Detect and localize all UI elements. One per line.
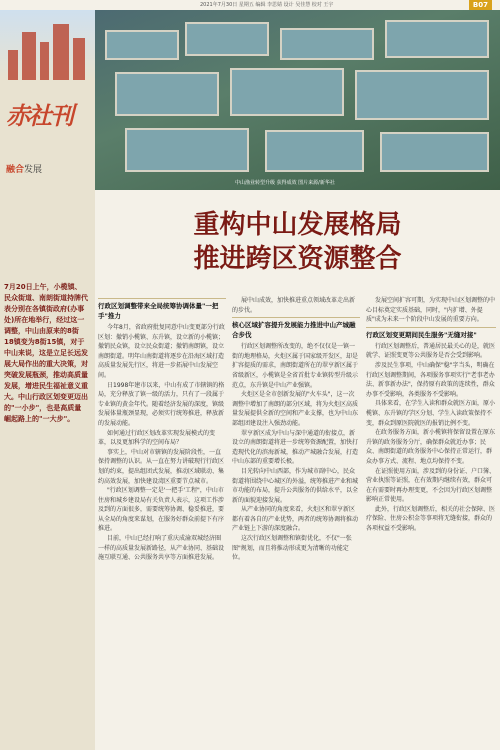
masthead-date-line: 2021年7月30日 星期五 编辑 李思婧 设计 吴佳慧 校对 王宇 [200, 2, 334, 8]
article-paragraph: 今年8月，省政府批复同意中山变更部分行政区划：撤销小榄镇、东升镇，设立新的小榄镇；撤销民众镇，设立民众街道；撤销南朗镇，设立南朗街道。明年山南街道将逐步在沿海区域打造高质量发展先行区，将进一步拓展中山发展空间。 [98, 324, 225, 379]
article-paragraph: 发展空间扩容可期，为实现中山区划调整的中心目标奠定实质基础，同时，"内扩增、外提质"成为未来一个阶段中山发展的重要方向。 [366, 297, 496, 324]
aerial-fishpond-photo [95, 10, 500, 190]
article-paragraph: 目光转向中山西部，作为城市副中心，民众街道将围绕中心城区的外溢，统筹推进产业和城市功能的布局，提升公共服务的供给水平，以全新的面貌迎接发展。 [232, 467, 359, 504]
article-summary: 7月20日上午，小榄镇、民众街道、南朗街道持牌代表分别在各镇街政府(办事处)所在地举行，经过这一调整，中山由原来的8街18镇变为8街15镇，对于中山来说，这是立足长远发展大局作出的重大决策，对突破发展瓶颈，推动高质量发展，增进民生福祉意义重大。中山行政区划变更迈出的"一小步"，也是高质量崛起路上的"一大步"。 [4, 283, 88, 423]
article-subheading [366, 327, 496, 340]
article-paragraph: 翠亨新区成为中山与深中通道的衔接点，新设立的南朗街道将进一步统筹资源配置，加快打造现代化的滨海新城，推动产城融合发展，打造中山东部的重要增长极。 [232, 429, 359, 466]
article-paragraph: 此外，行政区划调整后，相关的社会保障、医疗保险、住房公积金等事项将无缝衔接，群众的各项权益不受影响。 [366, 505, 496, 533]
article-paragraph: 如何通过行政区划改革实现发展模式的变革，以及更加科学的空间布局？ [98, 429, 216, 447]
section-title [6, 162, 42, 175]
article-paragraph: "行政区划调整一定是'一把手'工程"，中山市住房和城乡建设局有关负责人表示，这项工作涉及到的方面很多，需要统筹协调、稳妥推进，要从全局的角度来谋划，在服务好群众前提下有序推进。 [98, 487, 225, 533]
article-paragraph: 事实上，中山对市辖镇的发展阶段性，一直保持调整的认识。从一直在努力讲破现行行政区划的约束，提出组团式发展，推动区域联动、集约高效发展，加快建设湾区重要节点城市。 [98, 448, 225, 485]
section-brand-logo: 赤社刊 [6, 101, 72, 130]
article-paragraph: 在政务服务方面，新小榄镇将保留设置在原东升镇的政务服务分厅，确保群众就近办事；民众、南朗街道的政务服务中心保持正常运行，群众办事方式、流程、地点均保持不变。 [366, 429, 496, 465]
article-paragraph: 具体来看，在学生入读和群众就医方面，原小榄镇、东升镇的学区分划、学生入读政策保持不变，群众到原医院就医的报销比例不变。 [366, 400, 496, 427]
section-title-suffix: 发展 [24, 165, 43, 175]
subheading-text: 行政区划调整带来全局统筹协调体量"一把手"推力 [98, 302, 219, 320]
article-paragraph: 涉及民生事项，中山确保"稳"字当头，明确在行政区划调整期间，各项服务事项实行"老事老办法、新事新办法"，保持原有政策的连续性，群众办事不受影响，各类服务不受影响。 [366, 361, 495, 398]
article-column-2 [232, 296, 360, 563]
article-column-3 [366, 296, 496, 534]
page-number-badge: B07 [469, 0, 492, 10]
article-paragraph: 从产业协同的角度来看，火炬区和翠亨新区都有着各自的产业优势，两者的统筹协调将推动产业链上下游的深度融合。 [232, 506, 359, 533]
headline-line-1: 重构中山发展格局 [193, 210, 402, 240]
article-paragraph: 行政区划调整后，普通居民最关心的是，就医就学、证照变更等公共服务是否会受到影响。 [366, 342, 496, 360]
article-paragraph: 展中山成效，加快推进重点领域改革走出新的步伐。 [232, 297, 356, 314]
article-paragraph: 这次行政区划调整和镇街优化，不仅"一张图"规划，而且将推动形成更为清晰的功能定位。 [232, 535, 352, 562]
article-paragraph: 火炬区是全市创新发展的"火车头"，这一次调整中增加了南朗的部分区域，将为火炬区高质量发展提供全新的空间和产业支撑，也为中山东部组团建设注入强劲动能。 [232, 391, 359, 427]
section-title-prefix: 融合 [6, 165, 25, 175]
article-paragraph: 目前，中山已经打响了重庆成渝双城经济圈一样的高质量发展新路径，从产业协同、基础设施互联互通、公共服务共享等方面推进发展。 [98, 535, 225, 562]
subheading-text: 行政区划变更期间民生服务"无缝对接" [366, 330, 477, 339]
article-column-1 [98, 296, 226, 563]
article-headline [95, 208, 500, 276]
article-paragraph: 行政区划调整所改变的，绝不仅仅是一镇一街的地理格局，火炬区属于国家级开发区，却是扩容提质的需求，南朗街道所在的翠亨新区属于省级新区，小榄镇是全省首批专业镇转型升级示范点，东升镇是中山产业强镇。 [232, 343, 359, 389]
article-subheading [232, 317, 360, 340]
skyline-illustration [0, 10, 95, 80]
headline-line-2: 推进跨区资源整合 [193, 244, 402, 274]
article-paragraph: 在证照使用方面，涉及到的身份证、户口簿、营业执照等证照，在有效期内继续有效，群众可在有需要时再办理变更，不会因为行政区划调整影响正常使用。 [366, 467, 496, 504]
article-subheading [98, 298, 226, 321]
article-paragraph: 日1998年建市以来，中山有成了市辖镇的格局，充分释放了镇一级的活力，只有了一段属于专业镇的黄金年代。随着经济发展的深度，镇级发展体量瓶颈显现，必须实行统筹推进，释放新的发展动能。 [98, 381, 225, 427]
photo-caption: 中山渔业转型升级 获得成效 图片来源/新华社 [235, 180, 335, 186]
subheading-text: 核心区域扩容提升发展能力推进中山产城融合步伐 [232, 321, 356, 340]
